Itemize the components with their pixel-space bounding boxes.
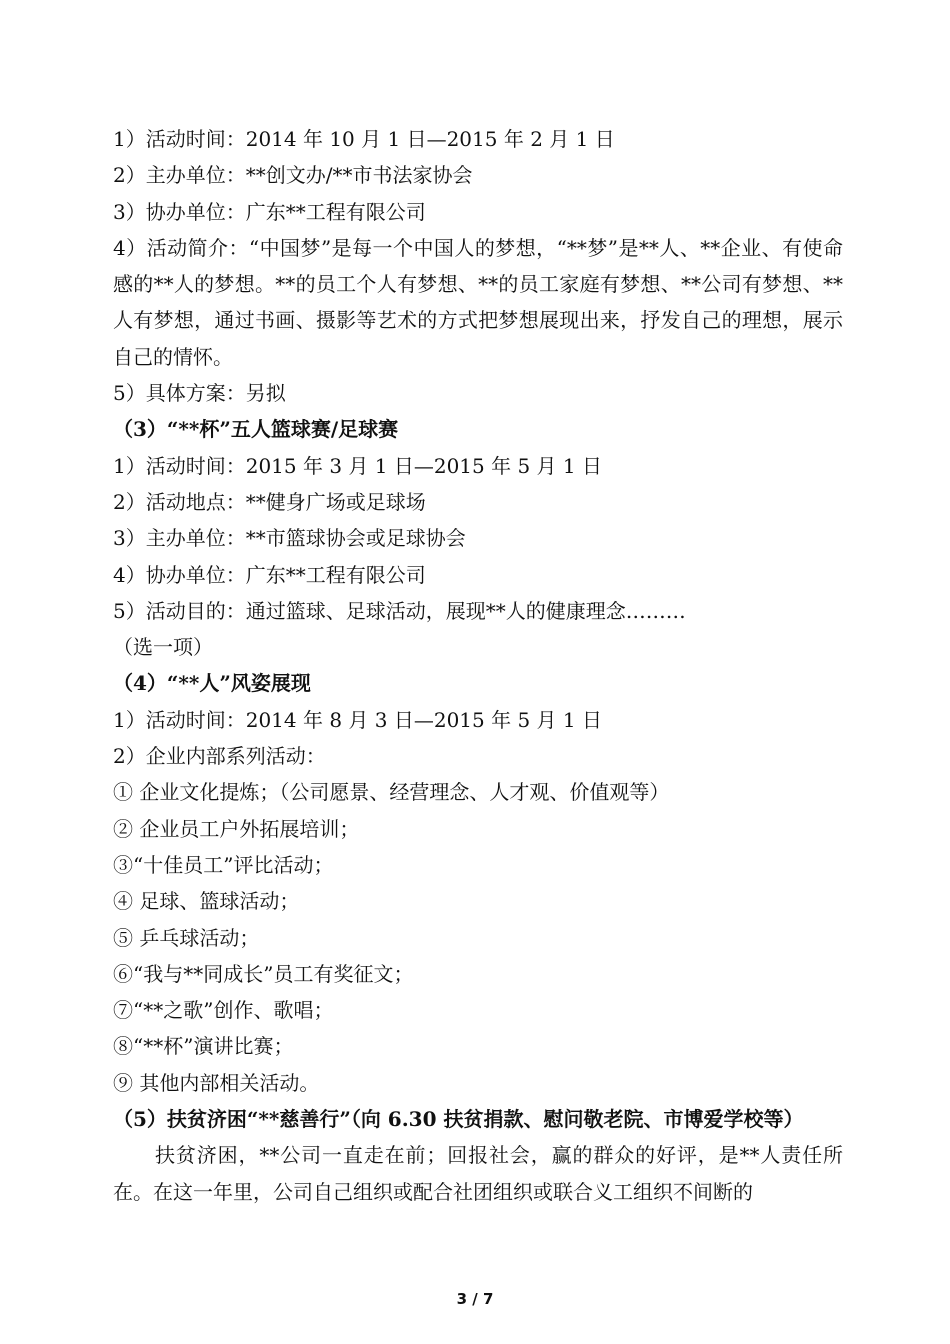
- section-4-activities-label: 2）企业内部系列活动：: [113, 744, 326, 769]
- list-item: ⑧“**杯”演讲比赛；: [113, 1034, 294, 1059]
- list-item: ⑥“我与**同成长”员工有奖征文；: [113, 961, 414, 986]
- section-3-co-organizer: 4）协办单位：广东**工程有限公司: [113, 562, 426, 587]
- list-item: ⑦“**之歌”创作、歌唱；: [113, 998, 334, 1023]
- section-5-paragraph: 扶贫济困，**公司一直走在前；回报社会，赢的群众的好评，是**人责任所在。在这一年里，公司自己组织或配合社团组织或联合义工组织不间断的: [113, 1143, 843, 1204]
- list-item: ③“十佳员工”评比活动；: [113, 852, 334, 877]
- list-item: ② 企业员工户外拓展培训；: [113, 816, 360, 841]
- section-3-location: 2）活动地点：**健身广场或足球场: [113, 489, 426, 514]
- section-5-heading: （5）扶贫济困“**慈善行”（向 6.30 扶贫捐款、慰问敬老院、市博爱学校等）: [113, 1107, 804, 1132]
- activity-intro-paragraph: 4）活动简介：“中国梦”是每一个中国人的梦想，“**梦”是**人、**企业、有使命感的**人的梦想。**的员工个人有梦想、**的员工家庭有梦想、**公司有梦想、**人有梦想，通过书画、摄影等艺术的方式把梦想展现出来，抒发自己的理想，展示自己的情怀。: [113, 235, 843, 369]
- co-organizer-line: 3）协办单位：广东**工程有限公司: [113, 199, 426, 224]
- plan-line: 5）具体方案：另拟: [113, 381, 286, 406]
- page-number: 3 / 7: [456, 1290, 494, 1308]
- list-item: ⑨ 其他内部相关活动。: [113, 1070, 320, 1095]
- section-3-note: （选一项）: [113, 635, 213, 660]
- section-3-heading: （3）“**杯”五人篮球赛/足球赛: [113, 417, 399, 442]
- list-item: ⑤ 乒乓球活动；: [113, 925, 260, 950]
- list-item: ① 企业文化提炼；（公司愿景、经营理念、人才观、价值观等）: [113, 780, 670, 805]
- section-3-time: 1）活动时间：2015 年 3 月 1 日—2015 年 5 月 1 日: [113, 453, 602, 478]
- document-body: [113, 121, 843, 1210]
- section-4-time: 1）活动时间：2014 年 8 月 3 日—2015 年 5 月 1 日: [113, 707, 602, 732]
- section-3-organizer: 3）主办单位：**市篮球协会或足球协会: [113, 526, 466, 551]
- section-3-purpose: 5）活动目的：通过篮球、足球活动，展现**人的健康理念………: [113, 598, 686, 623]
- section-4-heading: （4）“**人”风姿展现: [113, 671, 311, 696]
- activity-time-line: 1）活动时间：2014 年 10 月 1 日—2015 年 2 月 1 日: [113, 127, 615, 151]
- organizer-line: 2）主办单位：**创文办/**市书法家协会: [113, 163, 473, 188]
- list-item: ④ 足球、篮球活动；: [113, 889, 300, 914]
